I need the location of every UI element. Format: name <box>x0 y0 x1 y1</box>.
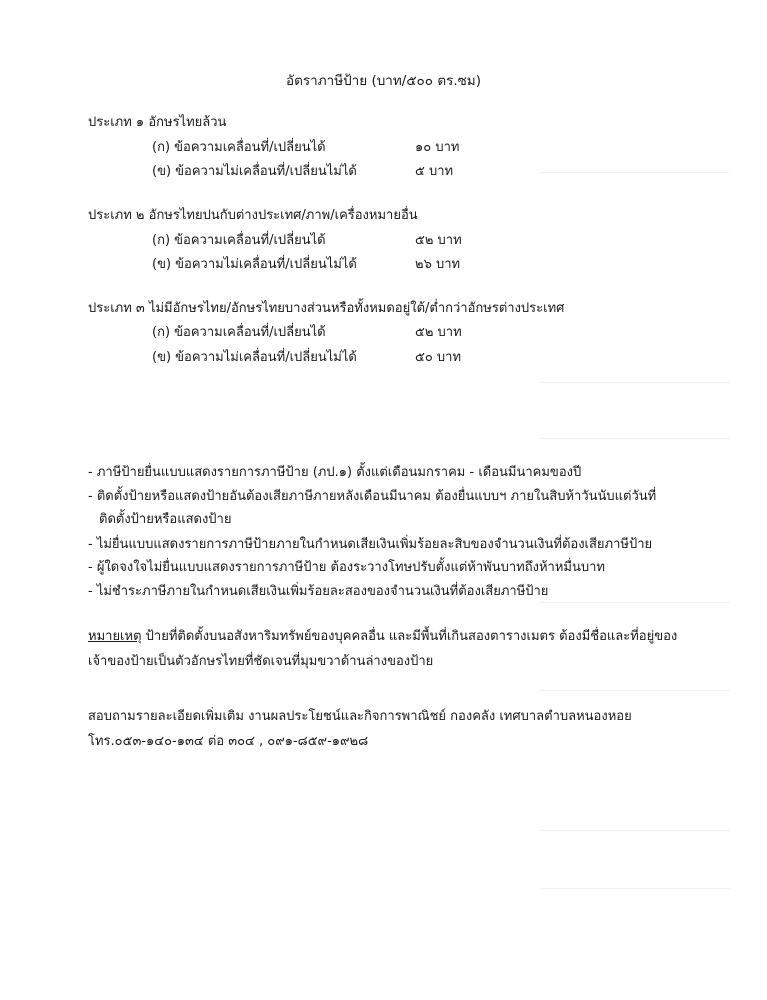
note-line <box>88 628 677 646</box>
contact-line: สอบถามรายละเอียดเพิ่มเติม งานผลประโยชน์และกิจการพาณิชย์ กองคลัง เทศบาลตำบลหนองหอย <box>88 709 632 724</box>
rule-bullet: - ติดตั้งป้ายหรือแสดงป้ายอันต้องเสียภาษีภายหลังเดือนมีนาคม ต้องยื่นแบบฯ ภายในสิบห้าวันนับแต่วันที่ <box>88 489 657 504</box>
bleed-through-line <box>540 602 730 603</box>
category-heading: ประเภท ๓ ไม่มีอักษรไทย/อักษรไทยบางส่วนหรือทั้งหมดอยู่ใต้/ต่ำกว่าอักษรต่างประเทศ <box>88 301 565 316</box>
rate-item-label: (ข) ข้อความไม่เคลื่อนที่/เปลี่ยนไม่ได้ <box>152 257 357 272</box>
rule-bullet: - ผู้ใดจงใจไม่ยื่นแบบแสดงรายการภาษีป้าย ต้องระวางโทษปรับตั้งแต่ห้าพันบาทถึงห้าหมื่นบาท <box>88 560 605 575</box>
rate-item-amount: ๕๒ บาท <box>415 325 462 340</box>
bleed-through-line <box>540 888 730 889</box>
bleed-through-line <box>540 830 730 831</box>
contact-phone: โทร.๐๕๓-๑๔๐-๑๓๔ ต่อ ๓๐๔ , ๐๙๑-๘๕๙-๑๙๒๘ <box>88 734 369 749</box>
rule-bullet: - ภาษีป้ายยื่นแบบแสดงรายการภาษีป้าย (ภป.๑) ตั้งแต่เดือนมกราคม - เดือนมีนาคมของปี <box>88 465 582 480</box>
rule-bullet: - ไม่ชำระภาษีภายในกำหนดเสียเงินเพิ่มร้อยละสองของจำนวนเงินที่ต้องเสียภาษีป้าย <box>88 584 549 599</box>
rate-item-amount: ๒๖ บาท <box>415 257 461 272</box>
rate-item-amount: ๕๒ บาท <box>415 233 462 248</box>
rate-item-label: (ข) ข้อความไม่เคลื่อนที่/เปลี่ยนไม่ได้ <box>152 164 357 179</box>
rule-bullet-continuation: ติดตั้งป้ายหรือแสดงป้าย <box>99 512 232 527</box>
bleed-through-line <box>540 690 730 691</box>
rule-bullet: - ไม่ยื่นแบบแสดงรายการภาษีป้ายภายในกำหนดเสียเงินเพิ่มร้อยละสิบของจำนวนเงินที่ต้องเสียภาษีป้าย <box>88 537 653 552</box>
note-text: ป้ายที่ติดตั้งบนอสังหาริมทรัพย์ของบุคคลอื่น และมีพื้นที่เกินสองตารางเมตร ต้องมีชื่อและที่อยู่ของ <box>141 629 678 644</box>
bleed-through-line <box>540 438 730 439</box>
rate-item-amount: ๑๐ บาท <box>415 140 460 155</box>
note-label: หมายเหตุ <box>88 629 142 644</box>
category-heading: ประเภท ๒ อักษรไทยปนกับต่างประเทศ/ภาพ/เครื่องหมายอื่น <box>88 208 418 223</box>
category-heading: ประเภท ๑ อักษรไทยล้วน <box>88 115 227 130</box>
rate-item-amount: ๕ บาท <box>415 164 454 179</box>
page-title: อัตราภาษีป้าย (บาท/๕๐๐ ตร.ซม) <box>286 73 481 89</box>
note-line-2: เจ้าของป้ายเป็นตัวอักษรไทยที่ชัดเจนที่มุมขวาด้านล่างของป้าย <box>88 654 434 669</box>
rate-item-label: (ก) ข้อความเคลื่อนที่/เปลี่ยนได้ <box>152 140 326 155</box>
bleed-through-line <box>540 382 730 383</box>
rate-item-label: (ก) ข้อความเคลื่อนที่/เปลี่ยนได้ <box>152 325 326 340</box>
bleed-through-line <box>540 172 730 173</box>
rate-item-amount: ๕๐ บาท <box>415 350 462 365</box>
rate-item-label: (ข) ข้อความไม่เคลื่อนที่/เปลี่ยนไม่ได้ <box>152 350 357 365</box>
rate-item-label: (ก) ข้อความเคลื่อนที่/เปลี่ยนได้ <box>152 233 326 248</box>
